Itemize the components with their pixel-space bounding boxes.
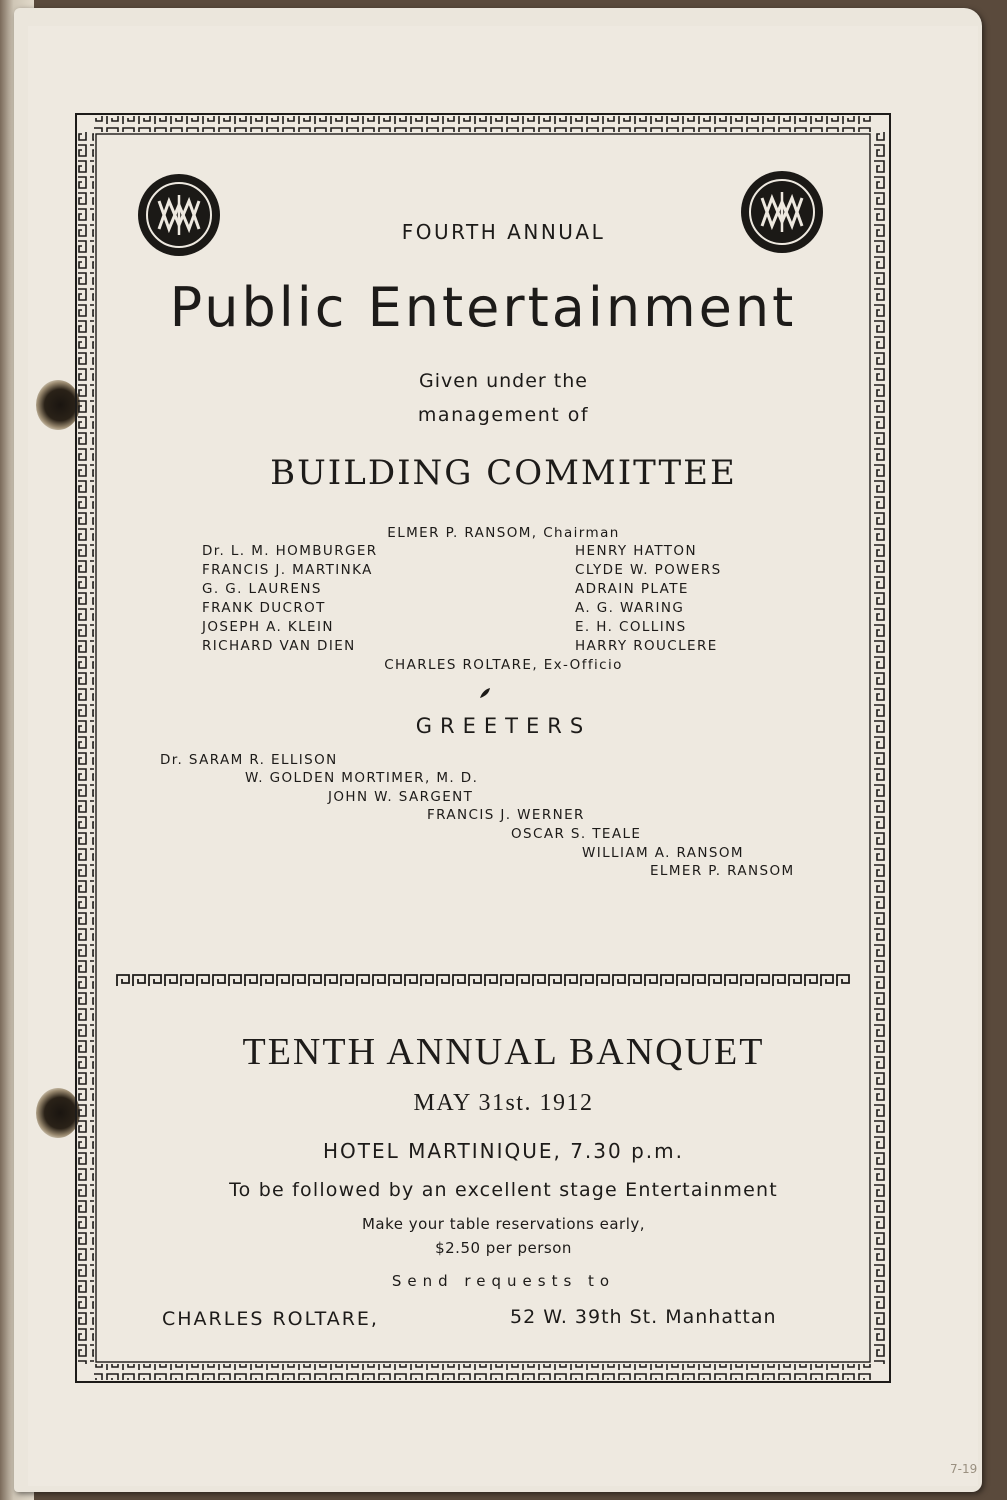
committee-member: RICHARD VAN DIEN (202, 638, 356, 654)
committee-member: FRANCIS J. MARTINKA (202, 562, 373, 578)
leaf-ornament-icon (478, 686, 492, 700)
committee-member: HARRY ROUCLERE (575, 638, 718, 654)
edition-label: FOURTH ANNUAL (401, 220, 606, 244)
intro-line-1: Given under the (419, 370, 588, 392)
committee-member: Dr. L. M. HOMBURGER (202, 543, 378, 559)
banquet-followup: To be followed by an excellent stage Entertainment (229, 1179, 778, 1201)
send-requests-label: Send requests to (391, 1272, 616, 1290)
committee-ex-officio: CHARLES ROLTARE, Ex-Officio (384, 657, 623, 673)
greeter-name: OSCAR S. TEALE (511, 826, 642, 842)
greeter-name: JOHN W. SARGENT (328, 789, 474, 805)
committee-member: ADRAIN PLATE (575, 581, 689, 597)
reservation-note: Make your table reservations early, (361, 1215, 646, 1233)
banquet-venue: HOTEL MARTINIQUE, 7.30 p.m. (322, 1139, 684, 1163)
greek-key-divider (116, 972, 850, 990)
greeter-name: W. GOLDEN MORTIMER, M. D. (245, 770, 479, 786)
intro-line-2: management of (417, 404, 590, 426)
committee-member: HENRY HATTON (575, 543, 697, 559)
committee-heading: BUILDING COMMITTEE (270, 453, 737, 493)
greeter-name: FRANCIS J. WERNER (427, 807, 585, 823)
price-per-person: $2.50 per person (435, 1239, 572, 1257)
committee-member: JOSEPH A. KLEIN (202, 619, 334, 635)
committee-member: E. H. COLLINS (575, 619, 687, 635)
page-title: Public Entertainment (169, 276, 797, 339)
greeters-heading: GREETERS (415, 714, 592, 738)
committee-chairman: ELMER P. RANSOM, Chairman (387, 525, 620, 541)
committee-member: G. G. LAURENS (202, 581, 322, 597)
greeter-name: Dr. SARAM R. ELLISON (160, 752, 338, 768)
greeter-name: WILLIAM A. RANSOM (582, 845, 744, 861)
banquet-title: TENTH ANNUAL BANQUET (242, 1031, 765, 1073)
greeter-name: ELMER P. RANSOM (650, 863, 795, 879)
committee-member: CLYDE W. POWERS (575, 562, 722, 578)
contact-name: CHARLES ROLTARE, (162, 1308, 379, 1330)
committee-member: A. G. WARING (575, 600, 685, 616)
committee-member: FRANK DUCROT (202, 600, 326, 616)
archive-page-note: 7-19 (950, 1462, 978, 1476)
banquet-date: MAY 31st. 1912 (413, 1090, 594, 1116)
contact-address: 52 W. 39th St. Manhattan (510, 1306, 777, 1328)
